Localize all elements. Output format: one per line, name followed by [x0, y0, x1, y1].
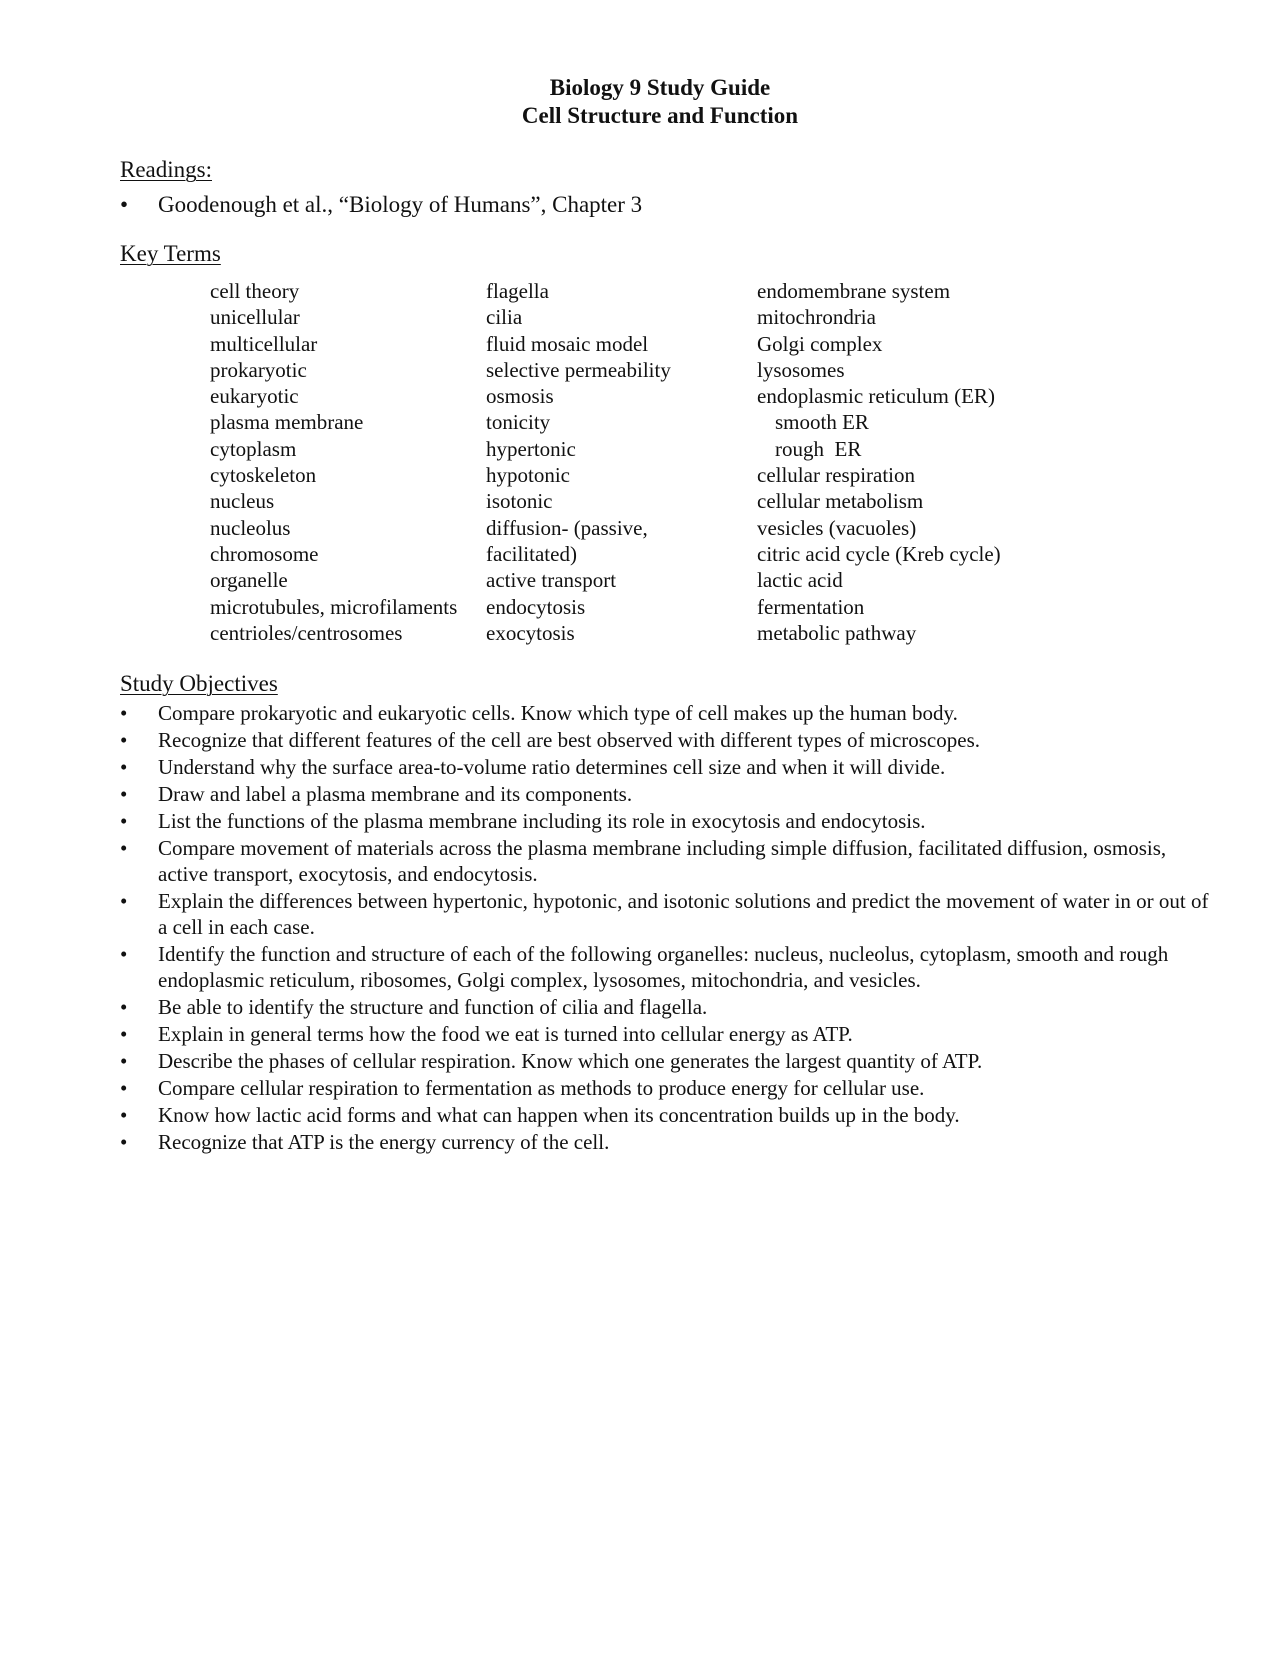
objective-text: Explain the differences between hypertonic, hypotonic, and isotonic solutions and predict the movement of water in or out of a cell in each case. [158, 889, 1209, 939]
bullet-icon: • [120, 809, 128, 833]
key-term: lysosomes [757, 357, 845, 382]
objective-text: Know how lactic acid forms and what can happen when its concentration builds up in the body. [158, 1103, 960, 1127]
key-term: citric acid cycle (Kreb cycle) [757, 541, 1001, 566]
key-term: active transport [486, 568, 617, 593]
key-term: nucleus [210, 489, 275, 514]
key-term: hypertonic [486, 436, 576, 461]
key-term: cell theory [210, 279, 300, 303]
key-term: endocytosis [486, 594, 586, 619]
key-term: cytoplasm [210, 436, 297, 461]
bullet-icon: • [120, 782, 128, 806]
bullet-icon: • [120, 889, 128, 913]
objective-text: Understand why the surface area-to-volume ratio determines cell size and when it will divide. [158, 755, 946, 779]
objective-text: Be able to identify the structure and function of cilia and flagella. [158, 995, 708, 1019]
key-term: fluid mosaic model [486, 331, 649, 356]
key-terms-column-1 [210, 278, 457, 646]
key-term: vesicles (vacuoles) [757, 515, 917, 540]
key-term: microtubules, microfilaments [210, 594, 458, 619]
objective-text: Recognize that ATP is the energy currency of the cell. [158, 1130, 610, 1154]
key-term: centrioles/centrosomes [210, 620, 403, 645]
objective-text: Draw and label a plasma membrane and its components. [158, 782, 633, 806]
bullet-icon: • [120, 942, 128, 966]
key-term: endoplasmic reticulum (ER) [757, 384, 995, 409]
key-term: flagella [486, 279, 549, 303]
bullet-icon: • [120, 836, 128, 860]
key-term: exocytosis [486, 620, 575, 645]
key-terms-heading: Key Terms [120, 241, 221, 266]
key-term: endomembrane system [757, 279, 951, 303]
key-term: Golgi complex [757, 331, 883, 356]
bullet-icon: • [120, 1076, 128, 1100]
key-term: plasma membrane [210, 410, 364, 435]
objective-text: Compare cellular respiration to fermentation as methods to produce energy for cellular use. [158, 1076, 925, 1100]
key-term: selective permeability [486, 357, 671, 382]
key-term: lactic acid [757, 568, 843, 593]
key-term: smooth ER [775, 410, 869, 435]
bullet-icon: • [120, 755, 128, 779]
key-term: chromosome [210, 541, 319, 566]
readings-heading: Readings: [120, 157, 212, 182]
key-term: cellular respiration [757, 463, 916, 488]
objective-text: Identify the function and structure of each of the following organelles: nucleus, nucleolus, cytoplasm, smooth and rough endoplasmic reticulum, ribosomes, Golgi complex, lysosomes, mitochondria, and vesicles. [158, 942, 1169, 992]
bullet-icon: • [120, 1049, 128, 1073]
bullet-icon: • [120, 701, 128, 725]
key-terms-column-2 [486, 278, 671, 646]
bullet-icon: • [120, 1022, 128, 1046]
key-term: cytoskeleton [210, 463, 317, 488]
key-term: cilia [486, 305, 523, 330]
bullet-icon: • [120, 728, 128, 752]
readings-item-text: Goodenough et al., “Biology of Humans”, Chapter 3 [158, 192, 643, 217]
key-term: multicellular [210, 331, 318, 356]
objective-text: Describe the phases of cellular respiration. Know which one generates the largest quantity of ATP. [158, 1049, 983, 1073]
key-term: unicellular [210, 305, 300, 330]
key-term: hypotonic [486, 463, 570, 488]
key-term: nucleolus [210, 515, 291, 540]
key-term: eukaryotic [210, 384, 299, 409]
key-term: diffusion- (passive, [486, 515, 648, 540]
document-subtitle: Cell Structure and Function [521, 103, 799, 128]
key-term: isotonic [486, 489, 553, 514]
objective-text: Recognize that different features of the cell are best observed with different types of microscopes. [158, 728, 980, 752]
objective-text: Compare prokaryotic and eukaryotic cells. Know which type of cell makes up the human body. [158, 701, 958, 725]
key-term: cellular metabolism [757, 489, 924, 514]
key-term: metabolic pathway [757, 620, 917, 645]
key-term: fermentation [757, 594, 865, 619]
study-objectives-heading: Study Objectives [120, 671, 278, 696]
bullet-icon: • [120, 1103, 128, 1127]
key-term: mitochrondria [757, 305, 876, 330]
objective-text: Compare movement of materials across the plasma membrane including simple diffusion, facilitated diffusion, osmosis, active transport, exocytosis, and endocytosis. [158, 836, 1167, 886]
key-term: tonicity [486, 410, 551, 435]
key-terms-column-3 [757, 278, 1001, 646]
objective-text: Explain in general terms how the food we eat is turned into cellular energy as ATP. [158, 1022, 853, 1046]
key-term: prokaryotic [210, 357, 307, 382]
key-term: facilitated) [486, 541, 577, 566]
key-term: rough ER [775, 436, 862, 461]
key-term: organelle [210, 568, 288, 593]
bullet-icon: • [120, 995, 128, 1019]
document-title: Biology 9 Study Guide [549, 75, 771, 100]
bullet-icon: • [120, 192, 129, 217]
bullet-icon: • [120, 1130, 128, 1154]
key-term: osmosis [486, 384, 554, 409]
objective-text: List the functions of the plasma membrane including its role in exocytosis and endocytosis. [158, 809, 926, 833]
